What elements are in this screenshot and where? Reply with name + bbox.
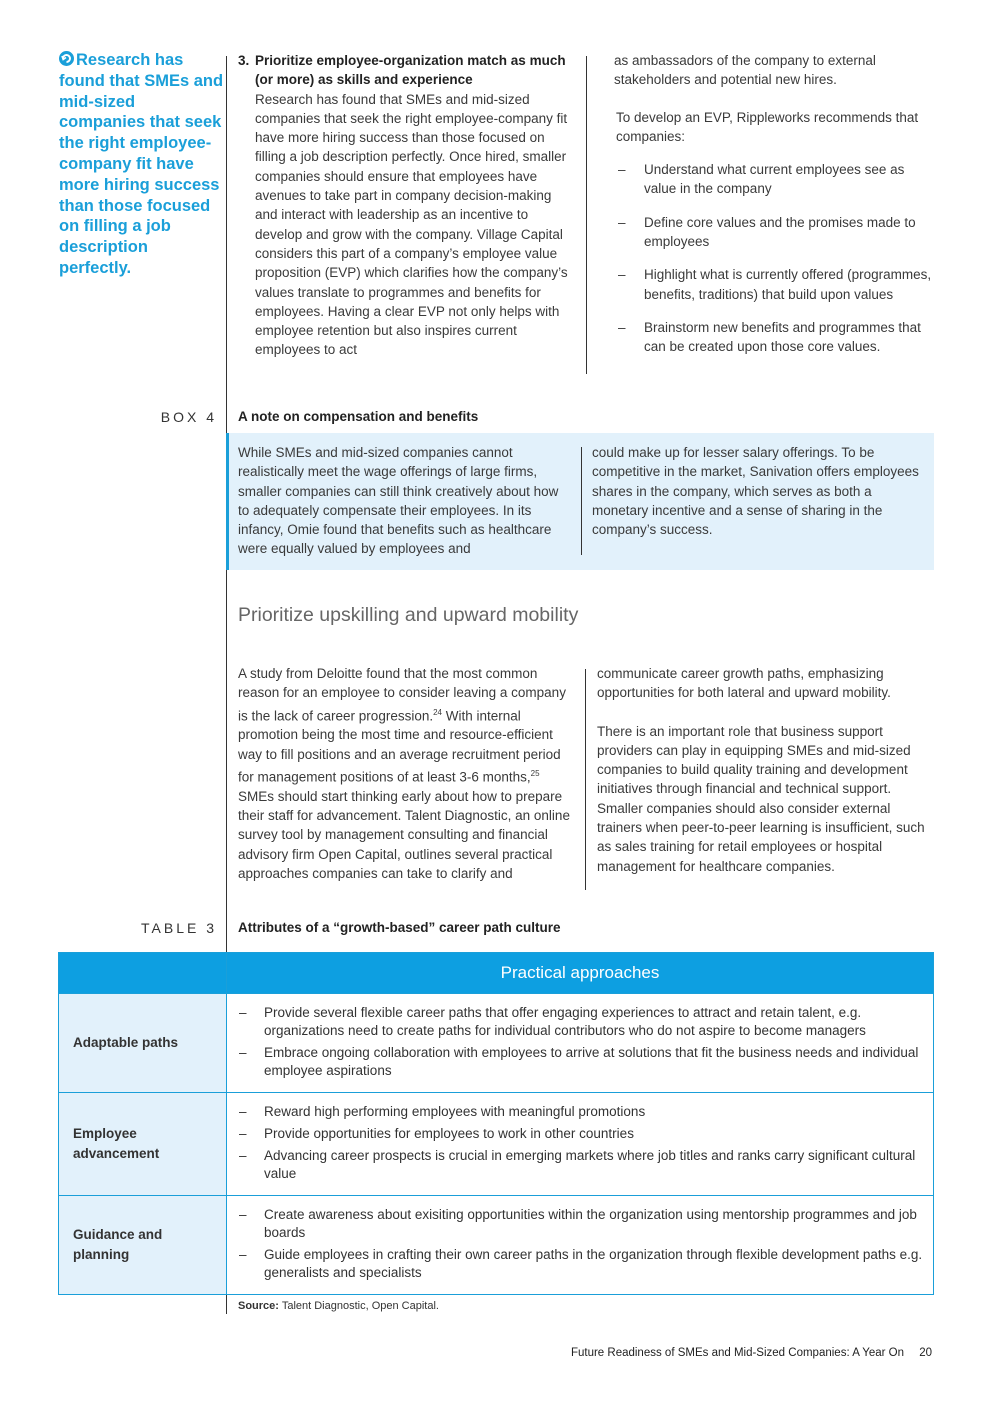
quote-icon [59, 51, 74, 66]
box4-divider [581, 447, 582, 555]
box-label: BOX 4 [160, 409, 217, 425]
source-text: Talent Diagnostic, Open Capital. [281, 1300, 439, 1312]
list-item: – Brainstorm new benefits and programmes that can be created upon those core values. [614, 318, 932, 357]
section3-heading: Prioritize employee-organization match as much (or more) as skills and experience [255, 53, 566, 88]
page-footer [571, 1347, 932, 1359]
upskilling-col1 [238, 664, 578, 883]
attributes-table [58, 952, 934, 1295]
table-header: Practical approaches [227, 953, 934, 994]
section3-body: Research has found that SMEs and mid-sized companies that seek the right employee-company fit have more hiring success than those focused on filling a job description perfectly. Once hired, smaller companies should ensure that employees have avenues to take part in company decision-making and interact with leadership as an incentive to develop and grow with the company. Village Capital considers this part of a company’s employee value proposition (EVP) which clarifies how the company’s values translate to programmes and benefits for employees. Having a clear EVP not only helps with employee retention but also inspires current employees to act [255, 91, 568, 358]
page-number: 20 [919, 1347, 932, 1359]
upskilling-text-b: With internal promotion being the most time and resource-efficient way to fill positions and an average recruitment period for management positions of at least 3-6 months, [238, 708, 561, 785]
evp-list [614, 160, 932, 356]
box4-col1: While SMEs and mid-sized companies cannot realistically meet the wage offerings of large firms, smaller companies can still think creatively about how to adequately compensate their employees. In its infancy, Omie found that benefits such as healthcare were equally valued by employees and [238, 445, 559, 557]
footnote-ref-25[interactable]: 25 [530, 768, 540, 778]
section-heading: Prioritize upskilling and upward mobility [238, 604, 579, 626]
row-cell [227, 1196, 934, 1295]
footnote-ref-24[interactable]: 24 [433, 707, 442, 717]
list-item: – Advancing career prospects is crucial in emerging markets where job titles and ranks carry significant cultural value [235, 1147, 923, 1183]
list-item: – Highlight what is currently offered (programmes, benefits, traditions) that build upon values [614, 265, 932, 304]
row-label: Guidance and planning [59, 1196, 227, 1295]
section3-col2 [614, 51, 932, 371]
upskilling-col2-p1: communicate career growth paths, emphasizing opportunities for both lateral and upward mobility. [597, 666, 891, 701]
upskilling-col2-p2: There is an important role that business support providers can play in equipping SMEs and mid-sized companies to build quality training and development initiatives through financial and technical support. Smaller companies should also consider external trainers when peer-to-peer learning is insufficient, such as sales training for retail employees or hospital management for healthcare companies. [597, 723, 925, 874]
box4-col2: could make up for lesser salary offerings. To be competitive in the market, Sanivation offers employees shares in the company, which serves as both a monetary incentive and a sense of sharing in the company’s success. [592, 445, 919, 538]
section3-body-cont: as ambassadors of the company to external stakeholders and potential new hires. [614, 53, 876, 88]
table-title: Attributes of a “growth-based” career path culture [238, 920, 561, 935]
pull-quote [59, 50, 224, 279]
list-item: – Guide employees in crafting their own career paths in the organization through flexible development paths e.g. generalists and specialists [235, 1246, 923, 1282]
list-item: – Understand what current employees see as value in the company [614, 160, 932, 199]
table-row [59, 1196, 934, 1295]
section3-number: 3. [238, 53, 250, 68]
upskilling-col2 [597, 664, 927, 876]
row-cell [227, 994, 934, 1093]
row-label: Employee advancement [59, 1093, 227, 1196]
upskilling-divider [585, 669, 586, 890]
footer-subtitle: A Year On [852, 1347, 904, 1359]
table-source [238, 1300, 439, 1312]
list-item: – Provide several flexible career paths that offer engaging experiences to attract and retain talent, e.g. organizations need to create paths for individual contributors who do not aspire to become managers [235, 1004, 923, 1040]
box-title: A note on compensation and benefits [238, 409, 479, 424]
list-item: – Define core values and the promises made to employees [614, 213, 932, 252]
section3-col1 [238, 51, 570, 360]
table-row [59, 1093, 934, 1196]
list-item: – Embrace ongoing collaboration with employees to arrive at solutions that fit the business needs and individual employee aspirations [235, 1044, 923, 1080]
footer-title: Future Readiness of SMEs and Mid-Sized Companies: [570, 1347, 850, 1359]
table-label: TABLE 3 [141, 920, 217, 936]
row-cell [227, 1093, 934, 1196]
table-header-row [59, 953, 934, 994]
table-row [59, 994, 934, 1093]
upskilling-text-a: A study from Deloitte found that the most common reason for an employee to consider leaving a company is the lack of career progression. [238, 666, 566, 724]
upskilling-text-c: SMEs should start thinking early about how to prepare their staff for advancement. Talent Diagnostic, an online survey tool by management consulting and financial advisory firm Open Capital, outlines several practical approaches companies can take to clarify and [238, 788, 570, 881]
list-item: – Reward high performing employees with meaningful promotions [235, 1103, 923, 1121]
attributes-table-wrap [58, 952, 934, 1295]
pull-quote-text: Research has found that SMEs and mid-sized companies that seek the right employee-company fit have more hiring success than those focused on filling a job description perfectly. [59, 51, 224, 277]
section3-divider [586, 56, 587, 374]
list-item: – Create awareness about exisiting opportunities within the organization using mentorship programmes and job boards [235, 1206, 923, 1242]
table-header-blank [59, 953, 227, 994]
list-item: – Provide opportunities for employees to work in other countries [235, 1125, 923, 1143]
section3-intro: To develop an EVP, Rippleworks recommends that companies: [616, 109, 919, 144]
source-label: Source: [238, 1300, 279, 1312]
row-label: Adaptable paths [59, 994, 227, 1093]
